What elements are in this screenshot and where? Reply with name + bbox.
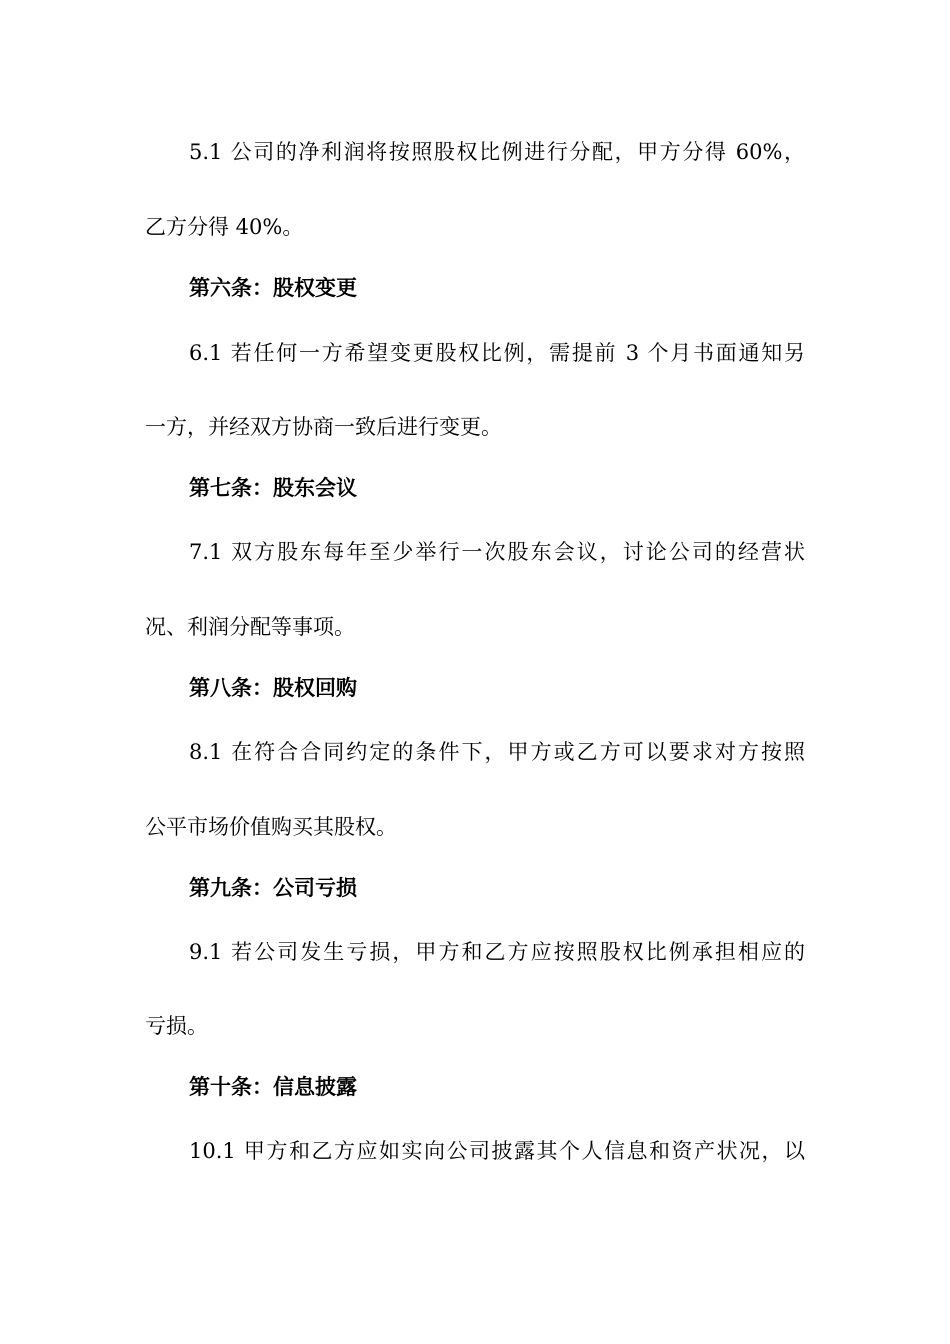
clause-5-1-line-1: 5.1 公司的净利润将按照股权比例进行分配，甲方分得 60%， — [189, 140, 805, 164]
article-6-heading: 第六条：股权变更 — [189, 275, 357, 300]
article-9-heading: 第九条：公司亏损 — [189, 875, 357, 900]
clause-7-1-line-1: 7.1 双方股东每年至少举行一次股东会议，讨论公司的经营状 — [189, 540, 805, 564]
article-8-heading: 第八条：股权回购 — [189, 675, 357, 700]
clause-8-1-line-1: 8.1 在符合合同约定的条件下，甲方或乙方可以要求对方按照 — [189, 740, 805, 764]
clause-6-1-line-2: 一方，并经双方协商一致后进行变更。 — [145, 415, 502, 439]
article-10-heading: 第十条：信息披露 — [189, 1074, 357, 1099]
clause-6-1-line-1: 6.1 若任何一方希望变更股权比例，需提前 3 个月书面通知另 — [189, 341, 805, 365]
clause-7-1-line-2: 况、利润分配等事项。 — [145, 615, 355, 639]
clause-9-1-line-1: 9.1 若公司发生亏损，甲方和乙方应按照股权比例承担相应的 — [189, 940, 805, 964]
article-7-heading: 第七条：股东会议 — [189, 475, 357, 500]
clause-9-1-line-2: 亏损。 — [145, 1014, 208, 1038]
clause-10-1-line-1: 10.1 甲方和乙方应如实向公司披露其个人信息和资产状况，以 — [189, 1139, 805, 1163]
clause-8-1-line-2: 公平市场价值购买其股权。 — [145, 815, 397, 839]
clause-5-1-line-2: 乙方分得 40%。 — [145, 215, 304, 239]
